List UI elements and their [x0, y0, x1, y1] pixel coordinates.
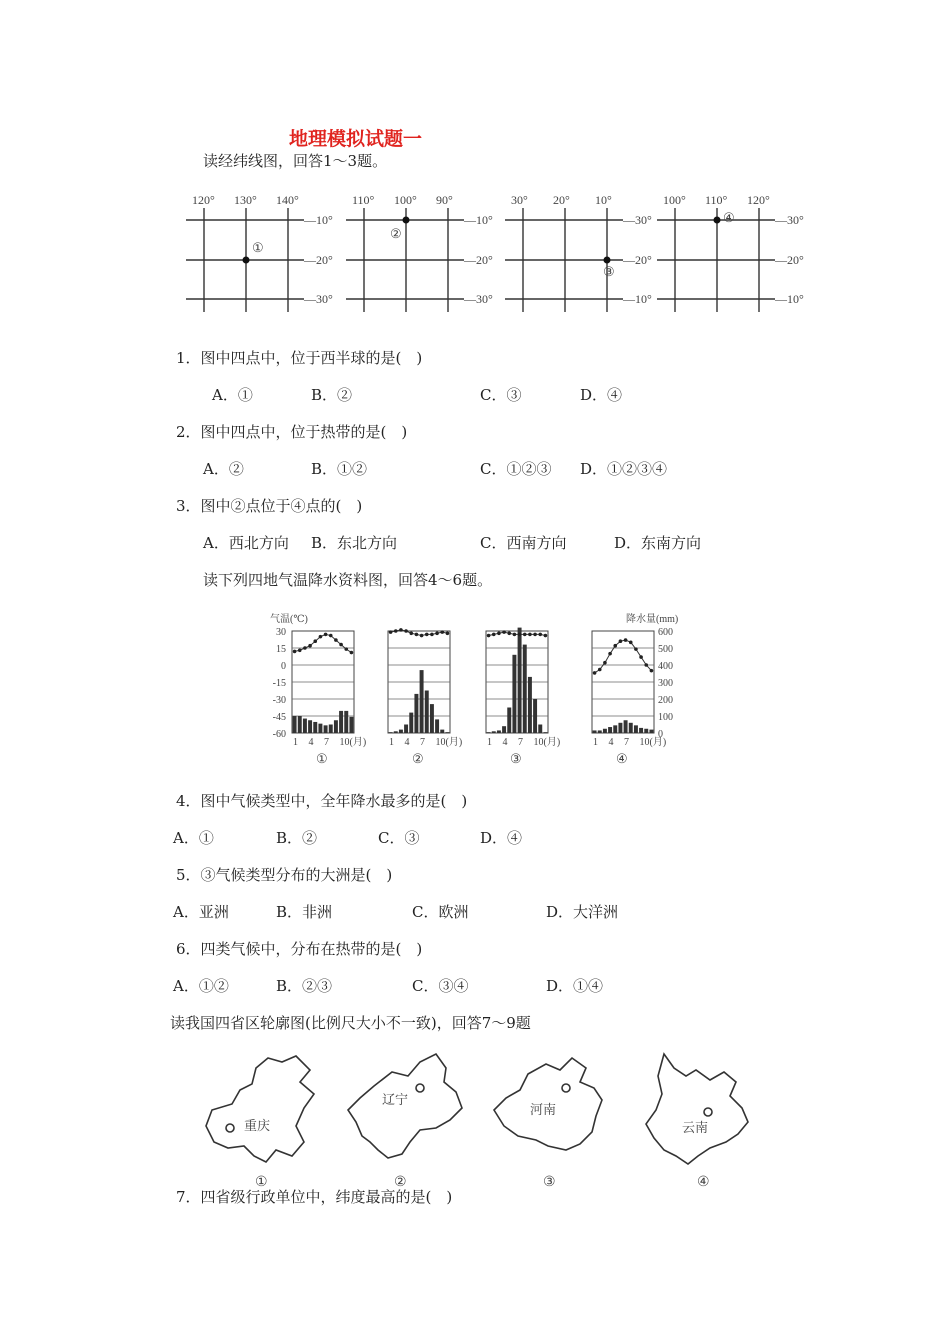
precipitation-tick: 0	[658, 729, 663, 740]
question-5: 5．③气候类型分布的大洲是( )	[176, 866, 393, 884]
point-label: ①	[252, 240, 264, 255]
precipitation-bar	[440, 730, 444, 733]
q6-option-b: B．②③	[276, 977, 333, 995]
temperature-line	[595, 640, 652, 673]
temperature-point	[409, 631, 413, 635]
precipitation-bar	[435, 719, 439, 733]
temperature-point	[507, 631, 511, 635]
month-tick: 7	[624, 737, 629, 748]
longitude-label: 110°	[352, 193, 375, 207]
temperature-point	[344, 647, 348, 651]
precipitation-bar	[593, 730, 597, 733]
temperature-point	[404, 629, 408, 633]
precipitation-tick: 600	[658, 627, 673, 638]
precipitation-bar	[430, 704, 434, 733]
point-marker	[403, 217, 410, 224]
temperature-point	[446, 631, 450, 635]
climate-chart	[388, 628, 462, 766]
question-1: 1．图中四点中，位于西半球的是( )	[176, 349, 423, 367]
q3-option-b: B．东北方向	[311, 534, 398, 552]
temperature-tick: -60	[272, 729, 286, 740]
temperature-tick: 0	[281, 661, 286, 672]
precipitation-bar	[487, 732, 491, 733]
precipitation-bar	[613, 725, 617, 733]
precipitation-bar	[528, 677, 532, 733]
q5-option-d: D．大洋洲	[546, 903, 619, 921]
precipitation-bar	[409, 713, 413, 733]
month-tick: 10(月)	[639, 737, 667, 748]
province-number: ①	[255, 1175, 268, 1190]
precipitation-bar	[629, 723, 633, 733]
temperature-point	[634, 647, 638, 651]
temperature-point	[415, 633, 419, 637]
temperature-point	[324, 633, 328, 637]
precipitation-tick: 200	[658, 695, 673, 706]
q4-option-c: C．③	[378, 829, 420, 847]
province-outlines	[0, 1046, 950, 1196]
intro-lat-long: 读经纬线图，回答1～3题。	[203, 152, 388, 170]
precipitation-bar	[492, 731, 496, 733]
province-name: 河南	[530, 1102, 557, 1117]
intro-climate: 读下列四地气温降水资料图，回答4～6题。	[203, 571, 493, 589]
temperature-tick: 15	[276, 644, 286, 655]
temperature-point	[308, 644, 312, 648]
q2-option-d: D．①②③④	[580, 460, 668, 478]
climate-charts	[0, 608, 950, 768]
temperature-point	[399, 628, 403, 632]
precipitation-bar	[420, 670, 424, 733]
lat-long-grid-maps	[0, 186, 950, 336]
precipitation-bar	[324, 725, 328, 733]
precipitation-bar	[399, 730, 403, 733]
q6-option-a: A．①②	[173, 977, 229, 995]
q4-option-b: B．②	[276, 829, 318, 847]
temperature-axis-title: 气温(℃)	[270, 614, 308, 625]
longitude-label: 100°	[394, 193, 417, 207]
province-name: 云南	[682, 1120, 709, 1135]
temperature-point	[629, 641, 633, 645]
longitude-label: 130°	[234, 193, 257, 207]
temperature-point	[644, 663, 648, 667]
question-7: 7．四省级行政单位中，纬度最高的是( )	[176, 1188, 453, 1206]
climate-chart	[486, 628, 560, 766]
chart-label: ③	[510, 751, 522, 766]
month-tick: 4	[608, 737, 614, 748]
grid-map	[657, 193, 804, 312]
temperature-point	[394, 629, 398, 633]
temperature-tick: -30	[272, 695, 286, 706]
latitude-label: —20°	[775, 253, 804, 267]
question-6: 6．四类气候中，分布在热带的是( )	[176, 940, 423, 958]
longitude-label: 10°	[595, 193, 612, 207]
latitude-label: —30°	[775, 213, 804, 227]
province-henan	[494, 1058, 602, 1190]
temperature-point	[538, 633, 542, 637]
point-marker	[604, 257, 611, 264]
temperature-tick: -45	[272, 712, 286, 723]
temperature-point	[435, 631, 439, 635]
precipitation-bar	[644, 729, 648, 733]
q2-option-c: C．①②③	[480, 460, 552, 478]
precipitation-bar	[502, 726, 506, 733]
month-tick: 10(月)	[435, 737, 463, 748]
latitude-label: —30°	[464, 292, 493, 306]
precipitation-bar	[523, 645, 527, 733]
latitude-label: —30°	[623, 213, 652, 227]
q6-option-c: C．③④	[412, 977, 469, 995]
precipitation-bar	[649, 730, 653, 733]
precipitation-tick: 300	[658, 678, 673, 689]
point-label: ②	[390, 226, 402, 241]
precipitation-bar	[624, 720, 628, 733]
precipitation-tick: 400	[658, 661, 673, 672]
temperature-point	[608, 652, 612, 656]
longitude-label: 110°	[705, 193, 728, 207]
chart-label: ①	[316, 751, 328, 766]
precipitation-axis-title: 降水量(mm)	[626, 614, 679, 625]
precipitation-bar	[533, 699, 537, 733]
temperature-point	[598, 668, 602, 672]
temperature-point	[440, 630, 444, 634]
precipitation-bar	[512, 655, 516, 733]
province-liaoning	[348, 1054, 462, 1190]
q5-option-b: B．非洲	[276, 903, 333, 921]
page-title: 地理模拟试题一	[289, 128, 423, 150]
temperature-point	[334, 638, 338, 642]
grid-map	[505, 193, 652, 312]
q3-option-c: C．西南方向	[480, 534, 567, 552]
intro-provinces: 读我国四省区轮廓图(比例尺大小不一致)，回答7～9题	[170, 1014, 531, 1032]
precipitation-bar	[389, 732, 393, 733]
temperature-line	[295, 634, 352, 652]
temperature-point	[523, 633, 527, 637]
q2-option-b: B．①②	[311, 460, 368, 478]
temperature-point	[593, 671, 597, 675]
temperature-point	[613, 644, 617, 648]
month-tick: 7	[518, 737, 523, 748]
precipitation-bar	[425, 691, 429, 734]
q1-option-a: A．①	[212, 386, 253, 404]
precipitation-bar	[543, 732, 547, 733]
latitude-label: —10°	[775, 292, 804, 306]
temperature-point	[639, 655, 643, 659]
temperature-point	[650, 669, 654, 673]
grid-map	[186, 193, 333, 312]
temperature-point	[492, 633, 496, 637]
q1-option-d: D．④	[580, 386, 623, 404]
precipitation-bar	[518, 628, 522, 733]
q3-option-d: D．东南方向	[614, 534, 702, 552]
q4-option-a: A．①	[173, 829, 214, 847]
month-tick: 7	[420, 737, 425, 748]
precipitation-bar	[497, 730, 501, 733]
temperature-point	[487, 634, 491, 638]
precipitation-bar	[603, 729, 607, 733]
q1-option-c: C．③	[480, 386, 522, 404]
temperature-point	[513, 633, 517, 637]
latitude-label: —20°	[304, 253, 333, 267]
q2-option-a: A．②	[203, 460, 244, 478]
precipitation-bar	[344, 711, 348, 733]
temperature-point	[339, 643, 343, 647]
province-number: ③	[543, 1175, 556, 1190]
precipitation-bar	[308, 720, 312, 733]
precipitation-bar	[394, 731, 398, 733]
latitude-label: —10°	[304, 213, 333, 227]
latitude-label: —20°	[623, 253, 652, 267]
month-tick: 10(月)	[533, 737, 561, 748]
precipitation-bar	[507, 708, 511, 734]
temperature-point	[319, 635, 323, 639]
longitude-label: 140°	[276, 193, 299, 207]
precipitation-bar	[334, 720, 338, 733]
question-2: 2．图中四点中，位于热带的是( )	[176, 423, 408, 441]
temperature-line	[489, 632, 546, 635]
temperature-point	[329, 634, 333, 638]
precipitation-bar	[349, 717, 353, 733]
precipitation-bar	[639, 728, 643, 733]
temperature-point	[313, 639, 317, 643]
temperature-point	[624, 638, 628, 642]
longitude-label: 20°	[553, 193, 570, 207]
province-number: ④	[697, 1175, 710, 1190]
temperature-point	[350, 651, 354, 655]
month-tick: 1	[487, 737, 492, 748]
longitude-label: 100°	[663, 193, 686, 207]
grid-map	[346, 193, 493, 312]
temperature-point	[425, 633, 429, 637]
precipitation-bar	[404, 725, 408, 734]
question-4: 4．图中气候类型中，全年降水最多的是( )	[176, 792, 468, 810]
precipitation-bar	[318, 724, 322, 733]
temperature-point	[603, 661, 607, 665]
temperature-point	[389, 630, 393, 634]
precipitation-bar	[634, 725, 638, 733]
month-tick: 7	[324, 737, 329, 748]
month-tick: 1	[293, 737, 298, 748]
precipitation-tick: 500	[658, 644, 673, 655]
climate-chart	[292, 631, 366, 766]
latitude-label: —10°	[623, 292, 652, 306]
longitude-label: 90°	[436, 193, 453, 207]
precipitation-bar	[339, 711, 343, 733]
q6-option-d: D．①④	[546, 977, 604, 995]
temperature-point	[293, 650, 297, 654]
temperature-point	[303, 646, 307, 650]
precipitation-bar	[298, 716, 302, 733]
point-label: ③	[603, 264, 615, 279]
temperature-point	[528, 633, 532, 637]
chart-label: ④	[616, 751, 628, 766]
province-number: ②	[394, 1175, 407, 1190]
temperature-point	[533, 633, 537, 637]
longitude-label: 120°	[192, 193, 215, 207]
point-label: ④	[723, 210, 735, 225]
province-name: 辽宁	[382, 1092, 409, 1107]
latitude-label: —20°	[464, 253, 493, 267]
precipitation-bar	[329, 725, 333, 734]
longitude-label: 30°	[511, 193, 528, 207]
precipitation-tick: 100	[658, 712, 673, 723]
latitude-label: —30°	[304, 292, 333, 306]
q1-option-b: B．②	[311, 386, 353, 404]
month-tick: 4	[308, 737, 314, 748]
temperature-point	[298, 648, 302, 652]
province-chongqing	[206, 1056, 314, 1190]
temperature-point	[497, 631, 501, 635]
point-marker	[714, 217, 721, 224]
month-tick: 1	[593, 737, 598, 748]
precipitation-bar	[303, 719, 307, 733]
precipitation-bar	[313, 722, 317, 733]
q3-option-a: A．西北方向	[203, 534, 289, 552]
precipitation-bar	[414, 694, 418, 733]
precipitation-bar	[618, 723, 622, 733]
temperature-point	[430, 633, 434, 637]
precipitation-bar	[293, 716, 297, 733]
precipitation-bar	[608, 727, 612, 733]
province-name: 重庆	[244, 1118, 271, 1133]
temperature-point	[544, 634, 548, 638]
precipitation-bar	[445, 732, 449, 733]
temperature-tick: 30	[276, 627, 286, 638]
longitude-label: 120°	[747, 193, 770, 207]
temperature-point	[420, 634, 424, 638]
precipitation-bar	[598, 730, 602, 733]
month-tick: 10(月)	[339, 737, 367, 748]
temperature-tick: -15	[272, 678, 286, 689]
climate-chart	[592, 631, 666, 766]
month-tick: 4	[404, 737, 410, 748]
temperature-point	[518, 633, 522, 637]
q5-option-c: C．欧洲	[412, 903, 469, 921]
chart-label: ②	[412, 751, 424, 766]
month-tick: 1	[389, 737, 394, 748]
question-3: 3．图中②点位于④点的( )	[176, 497, 363, 515]
province-yunnan	[646, 1054, 748, 1190]
q4-option-d: D．④	[480, 829, 523, 847]
temperature-point	[502, 630, 506, 634]
temperature-point	[619, 639, 623, 643]
point-marker	[243, 257, 250, 264]
month-tick: 4	[502, 737, 508, 748]
precipitation-bar	[538, 725, 542, 734]
latitude-label: —10°	[464, 213, 493, 227]
q5-option-a: A．亚洲	[173, 903, 229, 921]
